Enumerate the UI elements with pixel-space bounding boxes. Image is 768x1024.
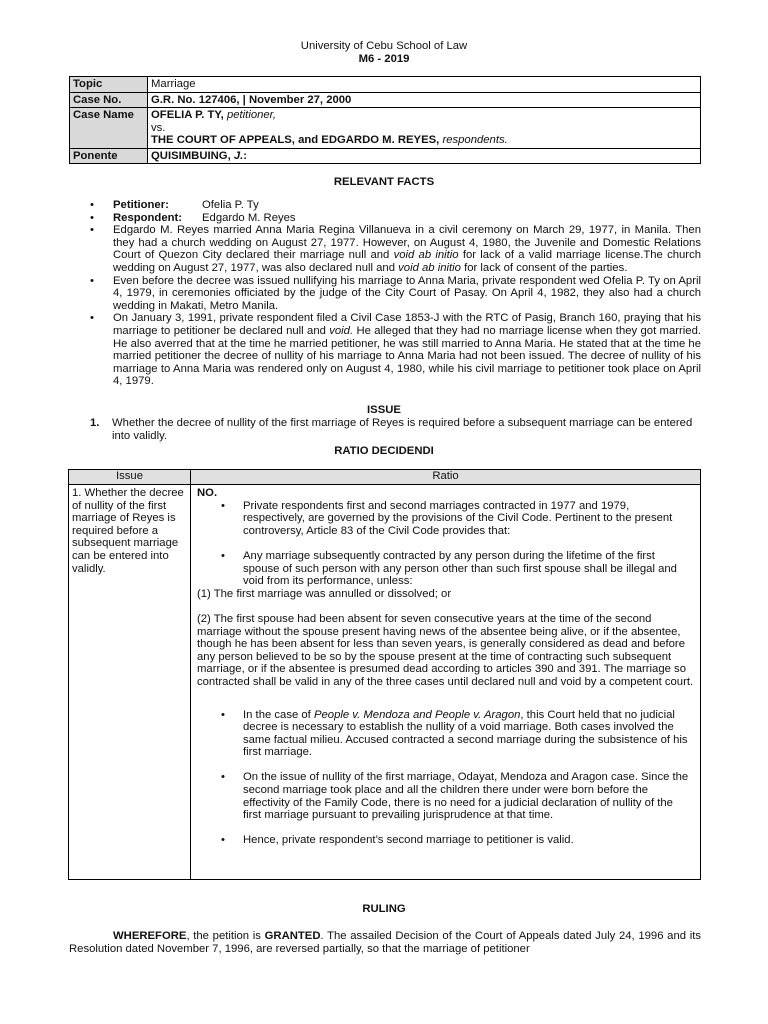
ratio-paragraph-annulled: (1) The first marriage was annulled or dissolved; or — [197, 587, 452, 600]
respondent-label: Respondent: — [113, 211, 183, 224]
batch-label: M6 - 2019 — [358, 52, 410, 65]
ruling-heading: RULING — [362, 903, 406, 915]
relevant-facts-heading: RELEVANT FACTS — [333, 176, 435, 188]
ponente-label: Ponente — [70, 148, 148, 164]
ratio-table — [68, 469, 701, 880]
b3-case-names: People v. Mendoza and People v. Aragon — [313, 708, 521, 721]
ratio-column-header: Ratio — [191, 470, 701, 485]
ponente-suffix: J. — [233, 149, 244, 162]
b3-text-c: , this Court held that no judicial decree is necessary to establish the nullity of a void marriage. Both cases involved the same factual milieu. Accused contracted a second marriage during the subsistence of his first marriage. — [243, 708, 688, 759]
issue-heading: ISSUE — [367, 404, 401, 416]
fact1-text-d: void ab initio — [398, 261, 461, 274]
ratio-bullet-civil-code: • Private respondents first and second marriages contracted in 1977 and 1979, respectively, are governed by the provisions of the Civil Code. Pertinent to the present controversy, Article 83 of the Civil Code provides that: — [197, 500, 694, 538]
fact-first-marriage — [90, 224, 701, 274]
ratio-row — [69, 485, 701, 880]
facts-list — [90, 199, 701, 388]
respondents-name: THE COURT OF APPEALS, and EDGARDO M. REYES, — [151, 134, 440, 146]
case-name-value — [148, 108, 701, 149]
petitioner-role: petitioner, — [226, 109, 276, 121]
fact-civil-case — [90, 312, 701, 388]
ratio-issue-cell: 1. Whether the decree of nullity of the first marriage of Reyes is required before a subsequent marriage can be entered into validly. — [69, 485, 191, 880]
respondents-role: respondents. — [442, 134, 508, 146]
ratio-text-cell — [191, 485, 701, 880]
fact1-text-c: for lack of a valid marriage license.The church wedding on August 27, 1977, was also declared null and — [113, 249, 701, 274]
granted-text: GRANTED — [264, 930, 321, 942]
issue-text: Whether the decree of nullity of the first marriage of Reyes is required before a subsequent marriage can be entered into validly. — [112, 417, 693, 442]
case-name-label: Case Name — [70, 108, 148, 149]
document-header — [0, 40, 768, 65]
ratio-header-row — [69, 470, 701, 485]
issue-column-header: Issue — [69, 470, 191, 485]
case-no-value: G.R. No. 127406, | November 27, 2000 — [148, 92, 701, 108]
ponente-row — [70, 148, 701, 164]
versus-text: vs. — [151, 121, 166, 134]
topic-row — [70, 77, 701, 93]
ruling-text-b: . The assailed Decision of the Court of Appeals dated July 24, 1996 and its Resolution dated November 7, 1996, are reversed partially, so that the marriage of petitioner — [69, 930, 702, 955]
ratio-bullet-odayat: • On the issue of nullity of the first marriage, Odayat, Mendoza and Aragon case. Since the second marriage took place and all the children there under were born before the effectivity of the Family Code, there is no need for a judicial declaration of nullity of the first marriage pursuant to prevailing jurisprudence at that time. — [197, 771, 694, 821]
fact1-text-e: for lack of consent of the parties. — [460, 261, 628, 274]
wherefore-text: WHEREFORE — [113, 930, 187, 942]
ratio-bullet-article-83: • Any marriage subsequently contracted by any person during the lifetime of the first spouse of such person with any person other than such first spouse shall be illegal and void from its performance, unless: — [197, 550, 694, 588]
issue-item — [90, 417, 701, 442]
topic-label: Topic — [70, 77, 148, 93]
ratio-answer: NO. — [197, 487, 218, 499]
ratio-paragraph-absent-spouse: (2) The first spouse had been absent for seven consecutive years at the time of the second marriage without the spouse present having news of the absentee being alive, or if the absentee, though he has been absent for less than seven years, is generally considered as dead and before any person believed to be so by the spouse present at the time of contracting such subsequent marriage, or if the absentee is presumed dead according to articles 390 and 391. The marriage so contracted shall be valid in any of the three cases until declared null and void by a competent court. — [197, 612, 694, 688]
fact-respondent — [90, 212, 701, 225]
fact1-text-a: Edgardo M. Reyes married Anna Maria Regina Villanueva in a civil ceremony on March 29, 1977, in Manila. Then they had a church wedding on August 27, 1977. However, on August 4, 1980, the Juvenile and Domestic Relations Court of Quezon City declared their marriage null and — [113, 224, 701, 262]
ponente-name: QUISIMBUING, — [151, 149, 231, 162]
petitioner-value: Ofelia P. Ty — [202, 199, 259, 211]
ratio-heading: RATIO DECIDENDI — [334, 445, 434, 457]
ponente-colon: : — [243, 149, 248, 162]
fact3-text-b: void. — [329, 324, 354, 337]
ponente-value — [148, 148, 701, 164]
topic-value: Marriage — [148, 77, 701, 93]
school-name: University of Cebu School of Law — [300, 40, 468, 52]
b3-text-a: In the case of — [243, 708, 314, 721]
fact-second-marriage: • Even before the decree was issued nullifying his marriage to Anna Maria, private respondent wed Ofelia P. Ty on April 4, 1979, in ceremonies officiated by the judge of the City Court of Pasay. On April 4, 1982, they also had a church wedding in Makati, Metro Manila. — [90, 275, 701, 313]
respondent-value: Edgardo M. Reyes — [202, 211, 296, 224]
ruling-paragraph — [69, 930, 701, 955]
fact3-text-a: On January 3, 1991, private respondent filed a Civil Case 1853-J with the RTC of Pasig, Branch 160, praying that his marriage to petitioner be declared null and — [113, 312, 701, 337]
case-name-row — [70, 108, 701, 149]
case-no-row — [70, 92, 701, 108]
ratio-bullet-mendoza-aragon — [197, 709, 694, 759]
case-no-label: Case No. — [70, 92, 148, 108]
case-info-table — [69, 76, 701, 164]
ruling-text-a: , the petition is — [186, 930, 265, 942]
issue-number: 1. — [90, 417, 100, 429]
petitioner-name: OFELIA P. TY, — [151, 109, 224, 121]
fact-petitioner — [90, 199, 701, 212]
fact1-text-b: void ab initio — [393, 249, 459, 262]
petitioner-label: Petitioner: — [113, 199, 169, 211]
ratio-bullet-conclusion: • Hence, private respondent’s second marriage to petitioner is valid. — [197, 834, 694, 847]
fact3-text-c: He alleged that they had no marriage license when they got married. He also averred that at the time he married petitioner, he was still married to Anna Maria. He stated that at the time he married petitioner the decree of nullity of his marriage to Anna Maria had not been issued. The decree of nullity of his marriage to Anna Maria was rendered only on August 4, 1980, while his civil marriage to petitioner took place on April 4, 1979. — [113, 324, 701, 388]
